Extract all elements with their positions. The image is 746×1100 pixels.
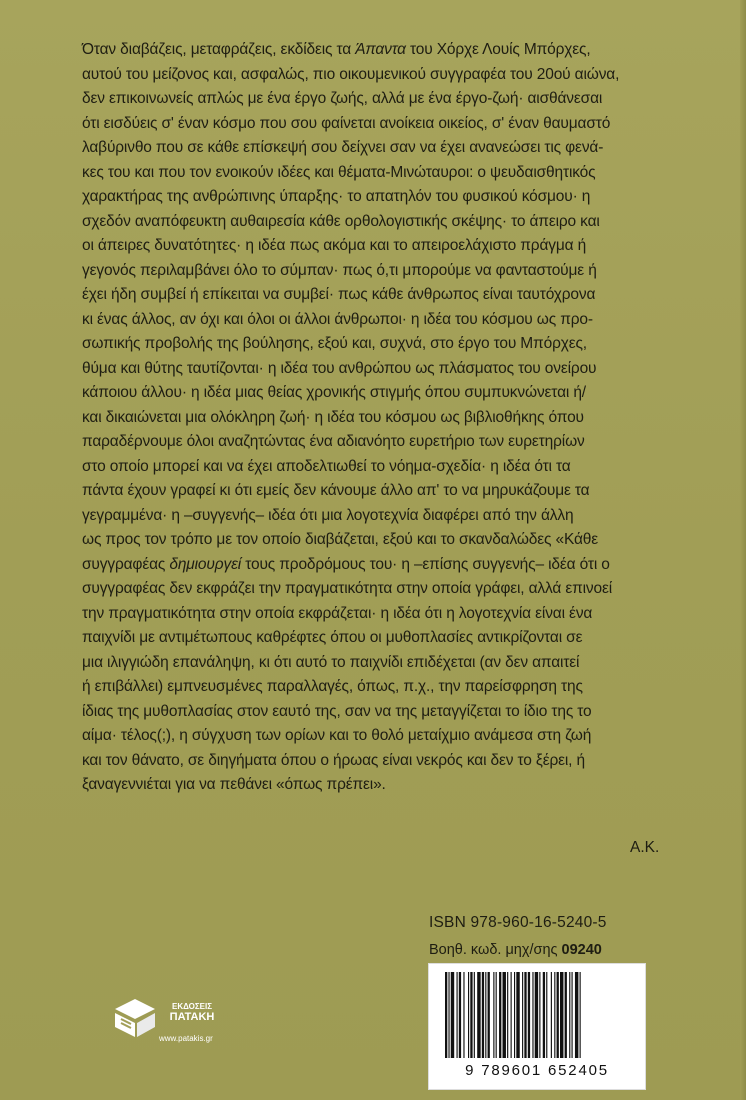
blurb-segment: τους προδρόμους του· η –επίσης συγγενής– ιδέα ότι ο [241, 555, 610, 573]
blurb-line: ή επιβάλλει) εμπνευσμένες παραλλαγές, όπως, π.χ., την παρείσφρηση της [82, 678, 583, 695]
blurb-line: παιχνίδι με αντιμέτωπους καθρέφτες όπου οι μυθοπλασίες αντικρίζονται σε [82, 629, 583, 646]
blurb-line: στο οποίο μπορεί και να έχει αποδελτιωθεί το νόημα-σχεδία· η ιδέα ότι τα [82, 457, 571, 475]
blurb-line: την πραγματικότητα στην οποία εκφράζεται· η ιδέα ότι η λογοτεχνία είναι ένα [82, 604, 593, 622]
publisher-emblem-icon [111, 993, 159, 1041]
blurb-line: μια ιλιγγιώδη επανάληψη, κι ότι αυτό το παιχνίδι επιδέχεται (αν δεν απαιτεί [82, 653, 580, 671]
italic-phrase: Άπαντα [355, 41, 406, 58]
blurb-line: παραδέρνουμε όλοι αναζητώντας ένα αδιανόητο ευρετήριο των ευρετηρίων [82, 433, 585, 450]
blurb-line: πάντα έχουν γραφεί κι ότι εμείς δεν κάνουμε άλλο απ' το να μηρυκάζουμε τα [82, 482, 590, 499]
italic-phrase: δημιουργεί [169, 555, 242, 573]
blurb-line: κες του και που τον ενοικούν ιδέες και θέματα-Μινώταυροι: ο ψευδαισθητικός [82, 163, 596, 181]
blurb-line: κι ένας άλλος, αν όχι και όλοι οι άλλοι άνθρωποι· η ιδέα του κόσμου ως προ- [82, 310, 593, 328]
publisher-url: www.patakis.gr [159, 1034, 213, 1043]
blurb-text [82, 38, 682, 798]
blurb-line: και δικαιώνεται μια ολόκληρη ζωή· η ιδέα του κόσμου ως βιβλιοθήκης όπου [82, 408, 584, 426]
barcode-bars [441, 972, 633, 1062]
blurb-segment: Όταν διαβάζεις, μεταφράζεις, εκδίδεις τα [82, 41, 356, 58]
blurb-line: κάποιου άλλου· η ιδέα μιας θείας χρονικής στιγμής όπου συμπυκνώνεται ή/ [82, 384, 586, 401]
blurb-line: σχεδόν αναπόφευκτη αυθαιρεσία κάθε ορθολογιστικής σκέψης· το άπειρο και [82, 212, 600, 230]
blurb-line: αυτού του μείζονος και, ασφαλώς, πιο οικουμενικού συγγραφέα του 20ού αιώνα, [82, 65, 620, 83]
blurb-line [82, 38, 682, 63]
auxiliary-code [429, 940, 602, 960]
blurb-segment: συγγραφέας [82, 555, 170, 573]
cover-edge [740, 0, 746, 1100]
isbn-label: ISBN 978-960-16-5240-5 [429, 914, 607, 931]
blurb-line: ξαναγεννιέται για να πεθάνει «όπως πρέπει». [82, 776, 386, 793]
blurb-segment: του Χόρχε Λουίς Μπόρχες, [405, 41, 591, 58]
blurb-line: ότι εισδύεις σ' έναν κόσμο που σου φαίνεται ανοίκεια οικείος, σ' έναν θαυμαστό [82, 114, 611, 132]
blurb-line: χαρακτήρας της ανθρώπινης ύπαρξης· το απατηλόν του φυσικού κόσμου· η [82, 188, 591, 205]
blurb-line: θύμα και θύτης ταυτίζονται· η ιδέα του ανθρώπου ως πλάσματος του ονείρου [82, 359, 597, 377]
publisher-name-line1: ΕΚΔΟΣΕΙΣ [171, 1002, 213, 1011]
blurb-line: λαβύρινθο που σε κάθε επίσκεψή σου δείχνει σαν να έχει ανανεώσει τις φενά- [82, 139, 604, 156]
publisher-name [157, 1001, 227, 1023]
blurb-line: ως προς τον τρόπο με τον οποίο διαβάζεται, εξού και το σκανδαλώδες «Κάθε [82, 531, 599, 548]
blurb-line: δεν επικοινωνείς απλώς με ένα έργο ζωής, αλλά με ένα έργο-ζωή· αισθάνεσαι [82, 90, 603, 107]
blurb-line: ίδιας της μυθοπλασίας στον εαυτό της, σαν να της μεταγγίζεται το ίδιο της το [82, 702, 592, 720]
blurb-line [82, 553, 682, 578]
auxiliary-code-label: Βοηθ. κωδ. μηχ/σης [429, 942, 562, 958]
blurb-line: συγγραφέας δεν εκφράζει την πραγματικότητα στην οποία γράφει, αλλά επινοεί [82, 580, 613, 597]
blurb-line: και τον θάνατο, σε διηγήματα όπου ο ήρωας είναι νεκρός και δεν το ξέρει, ή [82, 751, 585, 769]
blurb-line: γεγραμμένα· η –συγγενής– ιδέα ότι μια λογοτεχνία διαφέρει από την άλλη [82, 506, 574, 524]
author-signature: Α.Κ. [630, 839, 660, 856]
publisher-logo [111, 993, 261, 1043]
blurb-line: έχει ήδη συμβεί ή επίκειται να συμβεί· πως κάθε άνθρωπος είναι ταυτόχρονα [82, 286, 596, 303]
auxiliary-code-number: 09240 [561, 942, 602, 958]
barcode-digits: 9 789601 652405 [465, 1062, 609, 1079]
blurb-line: αίμα· τέλος(;), η σύγχυση των ορίων και το θολό μεταίχμιο ανάμεσα στη ζωή [82, 727, 592, 744]
barcode [428, 963, 646, 1090]
blurb-line: γεγονός περιλαμβάνει όλο το σύμπαν· πως ό,τι μπορούμε να φανταστούμε ή [82, 261, 597, 279]
blurb-line: σωπικής προβολής της βούλησης, εξού και, συχνά, στο έργο του Μπόρχες, [82, 335, 587, 352]
blurb-line: οι άπειρες δυνατότητες· η ιδέα πως ακόμα και το απειροελάχιστο πράγμα ή [82, 237, 587, 254]
publisher-name-line2: ΠΑΤΑΚΗ [169, 1011, 215, 1023]
